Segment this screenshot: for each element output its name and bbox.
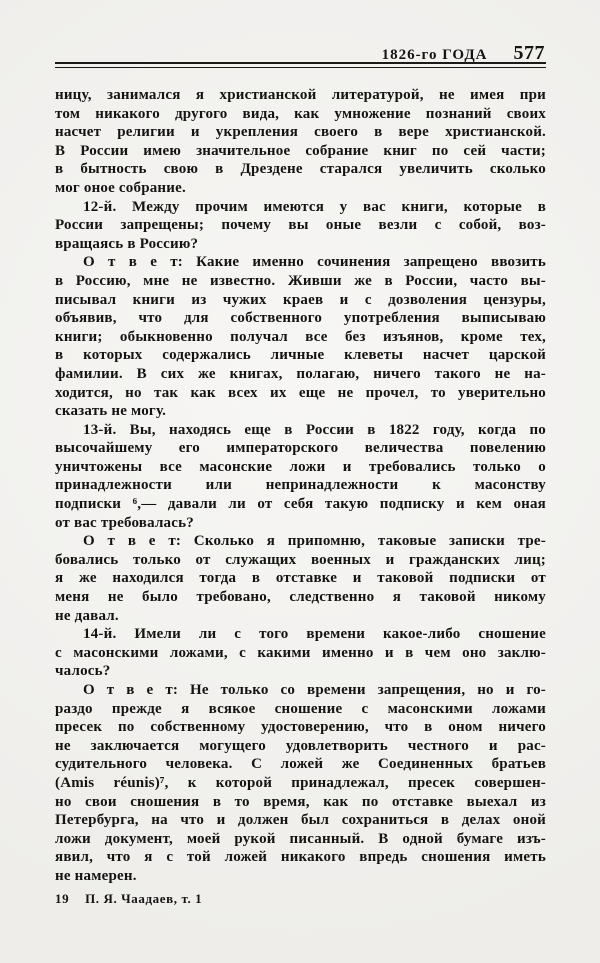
text-line: 14-й. Имели ли с того времени какое-либо сношение — [83, 626, 546, 643]
text-line: О т в е т: Не только со времени запрещения, но и го- — [83, 682, 546, 698]
text-line: пресек по собственному удостоверению, что в оном ничего — [55, 719, 546, 736]
text-line: меня не было требовано, следственно я таковой никому — [55, 589, 546, 606]
signature-number: 19 — [55, 891, 70, 906]
page-number: 577 — [513, 42, 545, 64]
text-line: но свои сношения в то время, как по отставке выехал из — [55, 793, 546, 810]
text-line: высочайшему его императорского величества повелению — [55, 440, 546, 457]
text-line: не давал. — [55, 607, 119, 624]
text-line: Петербурга, на что и должен был сохраниться в делах оной — [55, 812, 546, 829]
text-line: сказать не могу. — [55, 403, 167, 420]
text-line: принадлежности или непринадлежности к масонству — [55, 477, 546, 494]
text-line: фамилии. В сих же книгах, полагаю, ничего такого не на- — [55, 365, 546, 382]
text-line: О т в е т: Сколько я припомню, таковые записки тре- — [83, 533, 546, 550]
text-line: с масонскими ложами, с какими именно и в чем оно заклю- — [55, 644, 546, 661]
text-line: не заключается могущего удовлетворить честного и рас- — [55, 737, 546, 754]
text-line: бовались только от служащих военных и гражданских лиц; — [55, 551, 546, 568]
text-line: вращаясь в Россию? — [55, 235, 199, 252]
text-line: в Россию, мне не известно. Живши же в России, часто вы- — [55, 272, 546, 289]
text-line: 12-й. Между прочим имеются у вас книги, которые в — [83, 198, 546, 215]
paragraph — [55, 681, 546, 886]
text-line: насчет религии и укрепления своего в вере христианской. — [55, 124, 546, 141]
text-block — [55, 86, 546, 886]
text-line: ходится, но так как всех их еще не прочел, то уверительно — [55, 384, 546, 401]
text-line: ницу, занимался я христианской литературой, не имея при — [55, 87, 546, 103]
text-line: О т в е т: Какие именно сочинения запрещено ввозить — [83, 254, 546, 271]
text-line: В России имею значительное собрание книг по сей части; — [55, 142, 546, 159]
text-line: явил, что я с той ложей никакого впредь сношения иметь — [55, 849, 546, 866]
text-line: объявив, что для собственного употребления выписываю — [55, 310, 546, 327]
text-line: книги; обыкновенно получал все без изъянов, кроме тех, — [55, 328, 546, 345]
paragraph — [55, 198, 546, 254]
signature-text: П. Я. Чаадаев, т. 1 — [85, 891, 203, 906]
text-line: раздо прежде я всякое сношение с масонскими ложами — [55, 700, 546, 717]
text-line: том никакого другого вида, как умножение познаний своих — [55, 105, 546, 122]
text-line: мог оное собрание. — [55, 179, 186, 196]
page-footer — [55, 891, 202, 907]
paragraph — [55, 532, 546, 625]
paragraph — [55, 86, 546, 198]
text-line: чалось? — [55, 663, 111, 680]
header-rule — [55, 62, 546, 68]
paragraph — [55, 421, 546, 533]
text-line: подписки ⁶,— давали ли от себя такую подписку и кем оная — [55, 496, 546, 513]
text-line: в бытность свою в Дрездене старался увеличить сколько — [55, 161, 546, 178]
text-line: уничтожены все масонские ложи и требовались только о — [55, 458, 546, 475]
running-header-title: 1826-го ГОДА — [381, 47, 488, 63]
text-line: от вас требовалась? — [55, 514, 194, 531]
text-line: судительного человека. С ложей же Соединенных братьев — [55, 756, 546, 773]
text-line: 13-й. Вы, находясь еще в России в 1822 году, когда по — [83, 421, 546, 438]
paragraph — [55, 253, 546, 420]
paragraph — [55, 625, 546, 681]
text-line: России запрещены; почему вы оные везли с собой, воз- — [55, 217, 546, 234]
text-line: ложи документ, моей рукой писанный. В одной бумаге изъ- — [55, 830, 546, 847]
text-line: не намерен. — [55, 867, 137, 884]
text-line: писывал книги из чужих краев и с дозволения цензуры, — [55, 291, 546, 308]
text-line: в которых содержались личные клеветы насчет царской — [55, 347, 546, 364]
text-line: (Amis réunis)⁷, к которой принадлежал, пресек совершен- — [55, 774, 546, 791]
text-line: я же находился тогда в отставке и таковой подписки от — [55, 570, 546, 587]
